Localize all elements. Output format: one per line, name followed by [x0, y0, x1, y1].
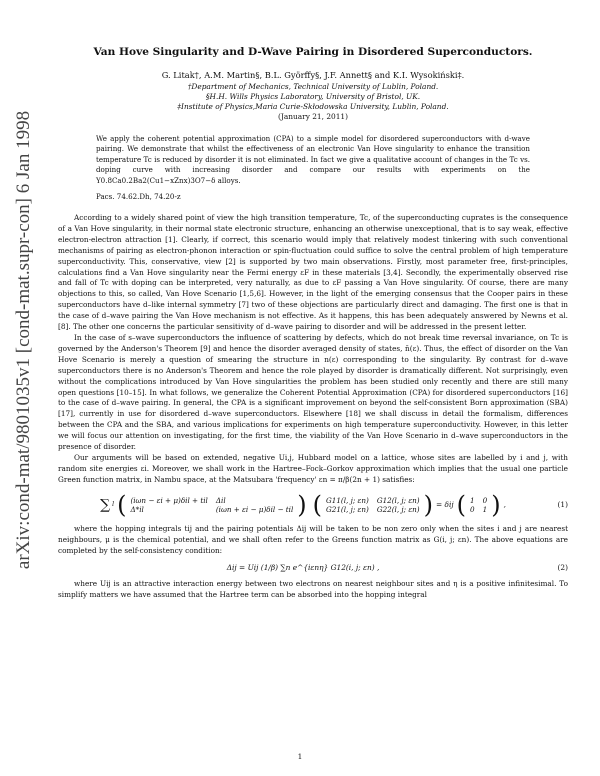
- self-consistency-equation: Δij = Uij (1/β) ∑n e^{iεnη} G12(i, j; εn) ,: [226, 563, 380, 573]
- paper-body: [58, 213, 568, 601]
- matrix-cell: G22(l, j; εn): [376, 504, 420, 514]
- hamiltonian-matrix: ( (iωn − εi + μ)δil + til Δil Δ*il (iωn + εi − μ)δil − til ): [117, 490, 307, 519]
- abstract: We apply the coherent potential approximation (CPA) to a simple model for disordered superconductors with d-wave pairing. We demonstrate that whilst the effectiveness of an electronic Van Hove singularity to enhance the transition temperature Tc is reduced by disorder it is not eliminated. In fact we give a qualitative account of changes in the Tc vs. doping curve with increasing disorder and compare our results with experiments on the Y0.8Ca0.2Ba2(Cu1−xZnx)3O7−δ alloys.: [96, 134, 530, 185]
- equation-2: [58, 563, 568, 572]
- paper-title: Van Hove Singularity and D-Wave Pairing in Disordered Superconductors.: [93, 46, 533, 58]
- matrix-cell: 0: [470, 504, 475, 514]
- paragraph: where the hopping integrals tij and the pairing potentials Δij will be taken to be non zero only when the sites i and j are nearest neighbours, μ is the chemical potential, and we shall often refer to the Greens function matrix as G(i, j; εn). The above equations are completed by the self-consistency condition:: [58, 523, 569, 555]
- sum-index: l: [112, 501, 115, 509]
- sum-symbol: ∑: [100, 496, 111, 513]
- equation-tail: ,: [503, 500, 506, 510]
- affiliation-1: †Department of Mechanics, Technical University of Lublin, Poland.: [187, 82, 439, 91]
- pacs-codes: Pacs. 74.62.Dh, 74.20-z: [96, 192, 181, 202]
- page-number: 1: [297, 752, 303, 761]
- paragraph: According to a widely shared point of view the high transition temperature, Tc, of the superconducting cuprates is the consequence of a Van Hove singularity, in their normal state electronic structure, enhancing an otherwise unexceptional, that is to say weak, effective electron-electron attraction [1]. Clearly, if correct, this scenario would imply that relatively modest tinkering with such conventional mechanisms of pairing as electron-phonon interaction or spin-fluctuation could suffice to solve the central problem of high temperature superconductivity. This, conservative, view [2] is supported by two main observations. Firstly, most parameter free, first-principles, calculations find a Van Hove singularity near the Fermi energy εF in these materials [3,4]. Secondly, the experimentally observed rise and fall of Tc with doping can be interpreted, very naturally, as due to εF passing a Van Hove singularity. Of course, there are many objections to this, so called, Van Hove Scenario [1,5,6]. However, in the light of the emerging consensus that the Cooper pairs in these superconductors have d–like internal symmetry [7] two of these objections are particularly direct and damaging. The first one is that in the case of d–wave pairing the Van Hove mechanism is not effective. As it happens, this has been adequately answered by Newns et al. [8]. The other one concerns the particular sensitivity of d–wave pairing to disorder and will be addressed in the present letter.: [58, 213, 568, 332]
- equation-rhs: = δij: [436, 500, 454, 510]
- matrix-cell: (iωn − εi + μ)δil + til: [130, 495, 208, 505]
- matrix-cell: G21(l, j; εn): [326, 504, 369, 514]
- arxiv-stamp: [10, 60, 38, 620]
- affiliation-3: ‡Institute of Physics,Maria Curie-Skłodowska University, Lublin, Poland.: [177, 102, 449, 111]
- paper-date: (January 21, 2011): [277, 112, 349, 121]
- equation-number: (1): [557, 500, 568, 510]
- matrix-cell: 1: [470, 495, 475, 505]
- matrix-cell: G11(l, j; εn): [326, 495, 369, 505]
- arxiv-stamp-text: arXiv:cond-mat/9801035v1 [cond-mat.supr-con] 6 Jan 1998: [13, 110, 34, 570]
- matrix-cell: 1: [482, 504, 488, 514]
- author-list: G. Litak†, A.M. Martin§, B.L. Györffy§, J.F. Annett§ and K.I. Wysokiński‡.: [161, 70, 465, 80]
- matrix-cell: 0: [482, 495, 488, 505]
- equation-number: (2): [557, 563, 568, 573]
- matrix-cell: Δ*il: [130, 504, 144, 514]
- paper-page: [58, 46, 568, 601]
- matrix-cell: G12(l, j; εn): [376, 495, 420, 505]
- equation-1: [58, 490, 568, 519]
- identity-matrix: ( 1 0 0 1 ): [456, 490, 501, 519]
- paragraph: In the case of s–wave superconductors the influence of scattering by defects, which do not break time reversal invariance, on Tc is governed by the Anderson's Theorem [9] and hence the disorder averaged density of states, n̄(ε). Thus, the effect of disorder on the Van Hove Scenario is merely a question of smearing the structure in n(ε) corresponding to the singularity. By contrast for d–wave superconductors there is no Anderson's Theorem and hence the role played by disorder is dramatically different. Not surprisingly, even without the complications introduced by Van Hove singularities the problem has been studied only recently and there are still many open questions [10–15]. In what follows, we generalize the Coherent Potential Approximation (CPA) for disordered superconductors [16] to the case of d–wave pairing. In general, the CPA is a significant improvement on beyond the self-consistent Born approximation (SBA) [17], currently in use for disordered d–wave superconductors. Elsewhere [18] we shall discuss in detail the formalism, differences between the CPA and the SBA, and various implications for experiments on high temperature superconductivity. However, in this letter we will focus our attention on investigating, for the first time, the viability of the Van Hove Scenario in d–wave superconductors in the presence of disorder.: [58, 333, 568, 452]
- affiliation-2: §H.H. Wills Physics Laboratory, University of Bristol, UK.: [205, 92, 421, 101]
- green-function-matrix: ( G11(l, j; εn) G12(l, j; εn) G21(l, j; εn) G22(l, j; εn) ): [312, 490, 433, 519]
- matrix-cell: (iωn + εi − μ)δil − til: [215, 504, 294, 514]
- matrix-cell: Δil: [215, 495, 226, 505]
- paragraph: Our arguments will be based on extended, negative Ui,j, Hubbard model on a lattice, whose sites are labelled by i and j, with random site energies εi. Moreover, we shall work in the Hartree–Fock–Gorkov approximation which implies that the usual one particle Green function matrix, in Nambu space, at the Matsubara 'frequency' εn = π/β(2n + 1) satisfies:: [58, 452, 568, 484]
- paragraph: where Uij is an attractive interaction energy between two electrons on nearest neighbour sites and η is a positive infinitesimal. To simplify matters we have assumed that the Hartree term can be absorbed into the hopping integral: [58, 579, 568, 600]
